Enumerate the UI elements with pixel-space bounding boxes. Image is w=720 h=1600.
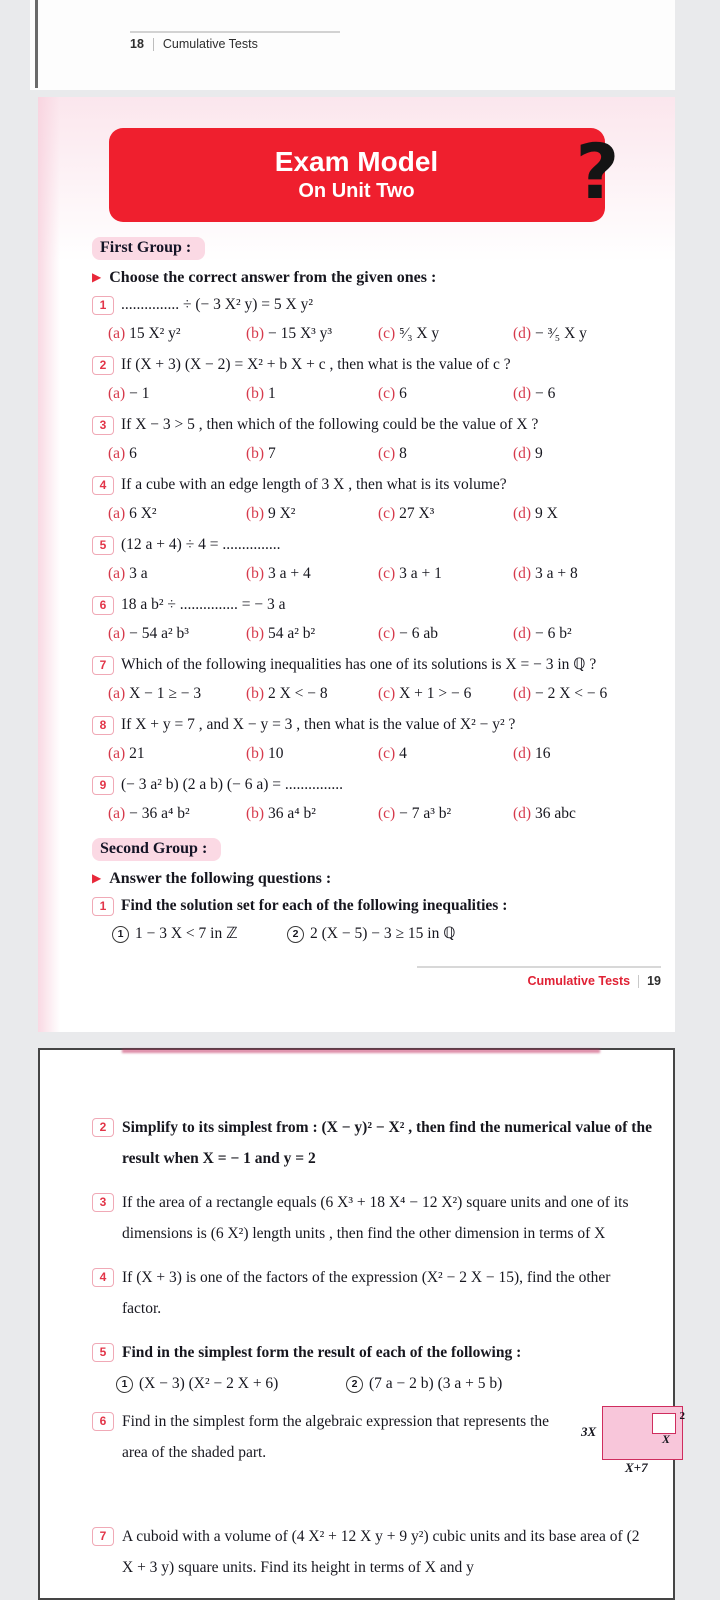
notch-bottom-label: X: [661, 1432, 670, 1446]
option-value: 2 X < − 8: [267, 685, 328, 702]
option-value: − 15 X³ y³: [267, 325, 333, 342]
figure-side-label: 3X: [581, 1424, 597, 1439]
option-value: 3 a: [129, 565, 148, 582]
question-text: If the area of a rectangle equals (6 X³ + 18 X⁴ − 12 X²) square units and one of its dimensions is (6 X²) length units , then find the other dimension in terms of X: [122, 1194, 629, 1242]
footer-rule: [417, 966, 661, 968]
option-letter: (c): [378, 445, 396, 462]
option-a: [108, 323, 246, 344]
question-row: [92, 1262, 653, 1324]
option-d: [513, 683, 663, 704]
option-a: [108, 503, 246, 524]
option-value: − 6: [534, 385, 556, 402]
question-number-badge: 9: [92, 776, 114, 795]
instruction-text: Answer the following questions :: [109, 870, 332, 887]
question-text: (− 3 a² b) (2 a b) (− 6 a) = ...............: [121, 776, 343, 793]
option-value: 16: [534, 745, 551, 762]
question-text: Find the solution set for each of the following inequalities :: [121, 897, 508, 914]
page-1-footer: [417, 966, 661, 988]
previous-page-strip: [30, 0, 675, 90]
option-letter: (b): [246, 385, 265, 402]
option-a: [108, 803, 246, 824]
question-row: [92, 414, 663, 435]
option-d: [513, 503, 663, 524]
question-text: A cuboid with a volume of (4 X² + 12 X y + 9 y²) cubic units and its base area of (2 X + 3 y) square units. Find its height in terms of X and y: [122, 1528, 640, 1576]
option-value: 36 abc: [534, 805, 576, 822]
option-c: [378, 683, 513, 704]
question-number-badge: 2: [92, 356, 114, 375]
option-b: [246, 503, 378, 524]
question-row: [92, 534, 663, 555]
option-c: [378, 563, 513, 584]
option-letter: (a): [108, 445, 126, 462]
option-value: 6 X²: [129, 505, 157, 522]
option-b: [246, 443, 378, 464]
circled-number: 2: [346, 1376, 363, 1393]
question-text: Simplify to its simplest from : (X − y)² − X² , then find the numerical value of the result when X = − 1 and y = 2: [122, 1119, 652, 1167]
instruction-text: Choose the correct answer from the given ones :: [109, 269, 437, 286]
option-letter: (d): [513, 565, 532, 582]
question-number-badge: 4: [92, 1268, 114, 1287]
option-letter: (a): [108, 325, 126, 342]
question-number-badge: 1: [92, 897, 114, 916]
option-letter: (d): [513, 745, 532, 762]
question-number-badge: 5: [92, 536, 114, 555]
option-value: 9 X²: [267, 505, 296, 522]
question-text: If a cube with an edge length of 3 X , then what is its volume?: [121, 476, 507, 493]
option-letter: (c): [378, 385, 396, 402]
question-number-badge: 7: [92, 656, 114, 675]
option-value: 10: [267, 745, 284, 762]
option-letter: (d): [513, 625, 532, 642]
option-value: 3 a + 4: [267, 565, 311, 582]
option-d: [513, 803, 663, 824]
question-text: Which of the following inequalities has one of its solutions is X = − 3 in ℚ ?: [121, 656, 597, 673]
option-value: 1: [267, 385, 276, 402]
option-value: − 54 a² b³: [129, 625, 189, 642]
option-c: [378, 803, 513, 824]
option-letter: (b): [246, 805, 265, 822]
question-number-badge: 3: [92, 1193, 114, 1212]
second-group-label: Second Group :: [92, 838, 221, 861]
option-letter: (c): [378, 325, 396, 342]
option-a: [108, 743, 246, 764]
exam-banner: [109, 127, 620, 222]
page-number: 18: [130, 37, 144, 51]
option-value: − ³⁄₅ X y: [534, 325, 587, 342]
option-letter: (a): [108, 805, 126, 822]
option-value: − 7 a³ b²: [399, 805, 452, 822]
option-a: [108, 383, 246, 404]
page-2-content: [40, 1050, 685, 1583]
circled-number: 2: [287, 926, 304, 943]
option-letter: (b): [246, 325, 265, 342]
options-row: [92, 383, 663, 404]
question-number-badge: 7: [92, 1527, 114, 1546]
options-row: [92, 623, 663, 644]
sub-question-text: (7 a − 2 b) (3 a + 5 b): [369, 1375, 503, 1392]
option-letter: (c): [378, 745, 396, 762]
option-value: 54 a² b²: [267, 625, 316, 642]
option-d: [513, 323, 663, 344]
option-value: 15 X² y²: [129, 325, 181, 342]
option-a: [108, 563, 246, 584]
option-value: 3 a + 1: [399, 565, 442, 582]
question-row: [92, 1521, 653, 1583]
question-number-badge: 6: [92, 1412, 114, 1431]
option-letter: (d): [513, 325, 532, 342]
option-value: 9: [534, 445, 543, 462]
option-value: − 36 a⁴ b²: [129, 805, 190, 822]
question-row: [92, 474, 663, 495]
option-value: − 6 ab: [399, 625, 438, 642]
option-letter: (a): [108, 385, 126, 402]
question-number-badge: 6: [92, 596, 114, 615]
header-divider: [153, 38, 154, 51]
option-b: [246, 803, 378, 824]
question-text: If (X + 3) (X − 2) = X² + b X + c , then what is the value of c ?: [121, 356, 511, 373]
option-c: [378, 503, 513, 524]
question-row: [92, 774, 663, 795]
option-value: 8: [399, 445, 407, 462]
question-text: 18 a b² ÷ ............... = − 3 a: [121, 596, 286, 613]
option-value: ⁵⁄₃ X y: [399, 325, 440, 342]
arrow-bullet-icon: ▶: [92, 871, 102, 885]
question-text: If X − 3 > 5 , then which of the following could be the value of X ?: [121, 416, 539, 433]
option-letter: (a): [108, 625, 126, 642]
option-value: 21: [129, 745, 145, 762]
option-letter: (c): [378, 505, 396, 522]
question-mark-icon: ?: [575, 127, 620, 216]
sub-question-1: [116, 1372, 346, 1396]
option-letter: (b): [246, 565, 265, 582]
option-b: [246, 323, 378, 344]
sub-question-1: [112, 924, 287, 944]
sub-question-text: 1 − 3 X < 7 in ℤ: [135, 925, 238, 942]
question-row: [92, 654, 663, 675]
figure-bottom-label: X+7: [625, 1460, 648, 1475]
option-c: [378, 443, 513, 464]
option-letter: (a): [108, 565, 126, 582]
option-c: [378, 623, 513, 644]
option-a: [108, 443, 246, 464]
question-row: [92, 594, 663, 615]
page-2: [38, 1048, 685, 1600]
sub-questions-row: [92, 924, 663, 944]
white-square-notch: [652, 1413, 676, 1434]
sub-question-text: 2 (X − 5) − 3 ≥ 15 in ℚ: [310, 925, 456, 942]
option-letter: (b): [246, 745, 265, 762]
question-row: [92, 354, 663, 375]
question-text: Find in the simplest form the algebraic expression that represents the area of the shaded part.: [122, 1413, 549, 1461]
option-letter: (c): [378, 625, 396, 642]
option-value: 9 X: [534, 505, 558, 522]
question-number-badge: 2: [92, 1118, 114, 1137]
question-row: [92, 1406, 685, 1508]
option-letter: (a): [108, 505, 126, 522]
banner-subtitle: On Unit Two: [298, 180, 415, 202]
options-row: [92, 323, 663, 344]
question-number-badge: 8: [92, 716, 114, 735]
page-1-content: [38, 222, 675, 944]
question-row: [92, 714, 663, 735]
option-d: [513, 623, 663, 644]
option-a: [108, 623, 246, 644]
option-b: [246, 563, 378, 584]
option-value: − 2 X < − 6: [534, 685, 608, 702]
scan-smudge: [122, 1049, 600, 1053]
question-row: [92, 294, 663, 315]
option-letter: (c): [378, 565, 396, 582]
notch-side-label: 2: [679, 1410, 685, 1422]
option-value: 6: [129, 445, 137, 462]
option-letter: (d): [513, 505, 532, 522]
arrow-bullet-icon: ▶: [92, 270, 102, 284]
group-1-instruction: [92, 269, 663, 287]
question-text: If X + y = 7 , and X − y = 3 , then what is the value of X² − y² ?: [121, 716, 516, 733]
shaded-rectangle: [602, 1406, 683, 1460]
option-letter: (d): [513, 685, 532, 702]
option-c: [378, 383, 513, 404]
question-row: [92, 1112, 653, 1174]
option-letter: (b): [246, 625, 265, 642]
option-letter: (a): [108, 685, 126, 702]
sub-question-2: [287, 924, 663, 944]
option-value: X − 1 ≥ − 3: [129, 685, 202, 702]
footer-text: [417, 974, 661, 988]
option-value: 3 a + 8: [534, 565, 578, 582]
option-letter: (d): [513, 805, 532, 822]
option-b: [246, 743, 378, 764]
option-c: [378, 743, 513, 764]
circled-number: 1: [112, 926, 129, 943]
option-value: − 1: [129, 385, 150, 402]
running-header: [130, 37, 258, 51]
option-value: 27 X³: [399, 505, 435, 522]
question-text: ............... ÷ (− 3 X² y) = 5 X y²: [121, 296, 313, 313]
options-row: [92, 563, 663, 584]
footer-page-number: 19: [647, 974, 661, 988]
option-d: [513, 443, 663, 464]
question-row: [92, 1337, 653, 1368]
question-row: [92, 895, 663, 916]
option-letter: (b): [246, 445, 265, 462]
option-value: 36 a⁴ b²: [267, 805, 316, 822]
option-value: 7: [267, 445, 276, 462]
option-value: 6: [399, 385, 407, 402]
question-number-badge: 3: [92, 416, 114, 435]
banner-title: Exam Model: [274, 146, 439, 177]
group-2-instruction: [92, 870, 663, 888]
option-value: − 6 b²: [534, 625, 572, 642]
question-text: (12 a + 4) ÷ 4 = ...............: [121, 536, 281, 553]
option-d: [513, 563, 663, 584]
question-row: [92, 1187, 653, 1249]
options-row: [92, 503, 663, 524]
first-group-label: First Group :: [92, 237, 205, 260]
option-letter: (d): [513, 445, 532, 462]
option-letter: (b): [246, 685, 265, 702]
option-d: [513, 383, 663, 404]
option-d: [513, 743, 663, 764]
question-number-badge: 4: [92, 476, 114, 495]
header-rule: [130, 31, 340, 33]
circled-number: 1: [116, 1376, 133, 1393]
sub-question-text: (X − 3) (X² − 2 X + 6): [139, 1375, 279, 1392]
options-row: [92, 443, 663, 464]
footer-divider: [638, 975, 639, 988]
option-b: [246, 383, 378, 404]
options-row: [92, 803, 663, 824]
option-b: [246, 623, 378, 644]
page-1: [38, 97, 675, 1032]
question-text: Find in the simplest form the result of each of the following :: [122, 1344, 522, 1361]
option-letter: (a): [108, 745, 126, 762]
option-c: [378, 323, 513, 344]
option-letter: (c): [378, 805, 396, 822]
footer-title: Cumulative Tests: [527, 974, 631, 988]
option-letter: (d): [513, 385, 532, 402]
question-number-badge: 1: [92, 296, 114, 315]
shaded-rectangle-figure: [547, 1392, 707, 1502]
option-value: X + 1 > − 6: [399, 685, 472, 702]
option-b: [246, 683, 378, 704]
options-row: [92, 683, 663, 704]
option-letter: (c): [378, 685, 396, 702]
question-text: If (X + 3) is one of the factors of the expression (X² − 2 X − 15), find the other factor.: [122, 1269, 611, 1317]
option-letter: (b): [246, 505, 265, 522]
book-spine-edge: [35, 0, 38, 88]
header-title: Cumulative Tests: [162, 37, 258, 51]
question-number-badge: 5: [92, 1343, 114, 1362]
options-row: [92, 743, 663, 764]
option-value: 4: [399, 745, 407, 762]
option-a: [108, 683, 246, 704]
